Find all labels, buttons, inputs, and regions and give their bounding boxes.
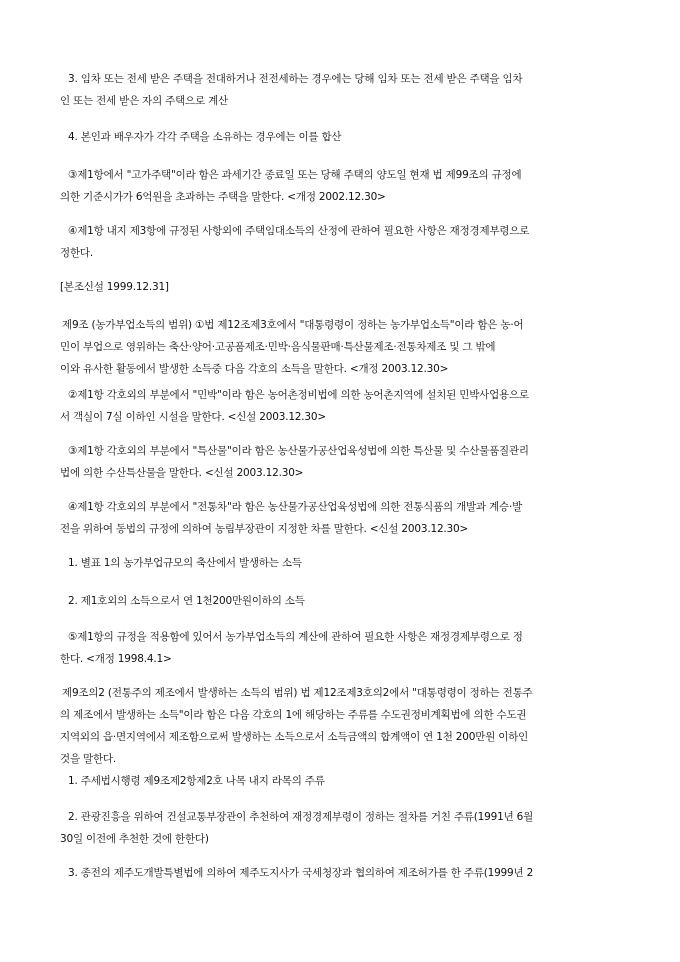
text-line: 3. 임차 또는 전세 받은 주택을 전대하거나 전전세하는 경우에는 당해 임차 또는 전세 받은 주택을 임차 (68, 73, 523, 85)
text-line: ⑤제1항의 규정을 적용함에 있어서 농가부업소득의 계산에 관하여 필요한 사항은 재정경제부령으로 정 (68, 631, 523, 643)
text-line: 지역외의 읍·면지역에서 제조함으로써 발생하는 소득으로서 소득금액의 합계액이 연 1천 200만원 이하인 (60, 731, 529, 743)
item-3-lease (60, 68, 628, 112)
clause-4-delegation (60, 220, 628, 264)
text-line: 제9조 (농가부업소득의 범위) ①법 제12조제3호에서 "대통령령이 정하는 농가부업소득"이라 함은 농·어 (62, 319, 524, 331)
article-9-2-item-1 (60, 770, 628, 792)
text-line: 4. 본인과 배우자가 각각 주택을 소유하는 경우에는 이를 합산 (68, 131, 342, 143)
article-9-2-item-2 (60, 806, 628, 850)
article-9-2-item-3 (60, 862, 628, 884)
item-4-spouse (60, 126, 628, 148)
text-line: 의한 기준시가가 6억원을 초과하는 주택을 말한다. <개정 2002.12.30> (60, 191, 386, 203)
text-line: 전을 위하여 동법의 규정에 의하여 농림부장관이 지정한 차를 말한다. <신설 2003.12.30> (60, 523, 469, 535)
text-line: 의 제조에서 발생하는 소득"이라 함은 다음 각호의 1에 해당하는 주류를 수도권정비계획법에 의한 수도권 (60, 709, 527, 721)
article-9-2 (60, 682, 628, 770)
text-line: 인 또는 전세 받은 자의 주택으로 계산 (60, 95, 228, 107)
text-line: 2. 제1호외의 소득으로서 연 1천200만원이하의 소득 (68, 595, 305, 607)
text-line: 법에 의한 수산특산물을 말한다. <신설 2003.12.30> (60, 467, 304, 479)
text-line: 1. 별표 1의 농가부업규모의 축산에서 발생하는 소득 (68, 557, 302, 569)
clause-3-luxury-house (60, 164, 628, 208)
text-line: 서 객실이 7실 이하인 시설을 말한다. <신설 2003.12.30> (60, 411, 326, 423)
text-line: 이와 유사한 활동에서 발생한 소득중 다음 각호의 소득을 말한다. <개정 2003.12.30> (60, 363, 449, 375)
text-line: ③제1항 각호외의 부분에서 "특산물"이라 함은 농산물가공산업육성법에 의한 특산물 및 수산물품질관리 (68, 445, 529, 457)
article-9-clause-3 (60, 440, 628, 484)
text-line: 한다. <개정 1998.4.1> (60, 653, 172, 665)
article-9-clause-4 (60, 496, 628, 540)
text-line: 3. 종전의 제주도개발특별법에 의하여 제주도지사가 국세청장과 협의하여 제조허가를 한 주류(1999년 2 (68, 867, 534, 879)
text-line: ③제1항에서 "고가주택"이라 함은 과세기간 종료일 또는 당해 주택의 양도일 현재 법 제99조의 규정에 (68, 169, 522, 181)
text-line: 정한다. (60, 247, 93, 259)
text-line: ④제1항 각호외의 부분에서 "전통차"라 함은 농산물가공산업육성법에 의한 전통식품의 개발과 계승·발 (68, 501, 523, 513)
text-line: 것을 말한다. (60, 753, 116, 765)
text-line: ②제1항 각호외의 부분에서 "민박"이라 함은 농어촌정비법에 의한 농어촌지역에 설치된 민박사업용으로 (68, 389, 529, 401)
article-9-clause-2 (60, 384, 628, 428)
article-9-item-2 (60, 590, 628, 612)
text-line: ④제1항 내지 제3항에 규정된 사항외에 주택임대소득의 산정에 관하여 필요한 사항은 재정경제부령으로 (68, 225, 530, 237)
article-9-item-1 (60, 552, 628, 574)
text-line: 2. 관광진흥을 위하여 건설교통부장관이 추천하여 재정경제부령이 정하는 절차를 거친 주류(1991년 6월 (68, 811, 534, 823)
text-line: 1. 주세법시행령 제9조제2항제2호 나목 내지 라목의 주류 (68, 775, 325, 787)
article-9-clause-5 (60, 626, 628, 670)
text-line: [본조신설 1999.12.31] (60, 281, 169, 293)
text-line: 민이 부업으로 영위하는 축산·양어·고공품제조·민박·음식물판매·특산물제조·전통차제조 및 그 밖에 (60, 341, 496, 353)
text-line: 30일 이전에 추천한 것에 한한다) (60, 833, 209, 845)
new-provision-note (60, 276, 628, 298)
article-9 (60, 314, 628, 380)
text-line: 제9조의2 (전통주의 제조에서 발생하는 소득의 범위) 법 제12조제3호의2에서 "대통령령이 정하는 전통주 (62, 687, 533, 699)
